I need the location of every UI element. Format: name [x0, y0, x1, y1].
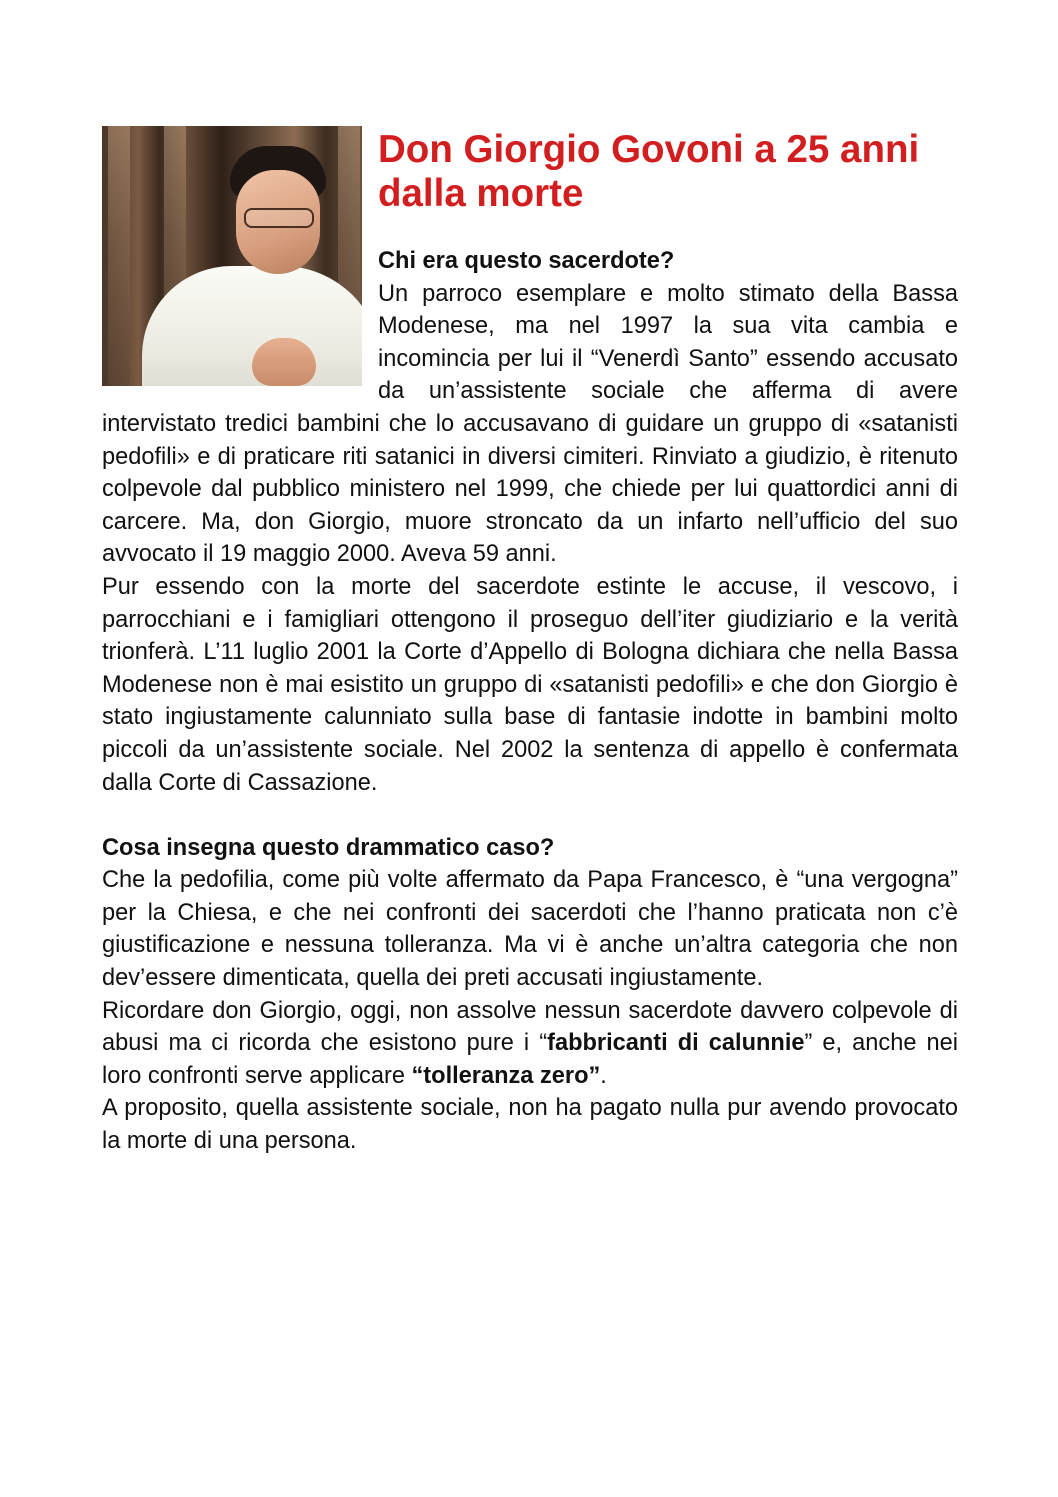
background-column [108, 126, 130, 386]
emphasis-fabbricanti: fabbricanti di calunnie [547, 1030, 805, 1057]
paragraph-trial-outcome: Pur essendo con la morte del sacerdote estinte le accuse, il vescovo, i parrocchiani e i famigliari ottengono il proseguo dell’iter giudiziario e la verità trionferà. L’11 luglio 2001 la Corte d’Appello di Bologna dichiara che nella Bassa Modenese non è mai esistito un gruppo di «satanisti pedofili» e che don Giorgio è stato ingiustamente calunniato sulla base di fantasie indotte in bambini molto piccoli da un’assistente sociale. Nel 2002 la sentenza di appello è confermata dalla Corte di Cassazione. [102, 573, 958, 796]
section-heading-who: Chi era questo sacerdote? [378, 248, 675, 274]
paragraph-remember [102, 995, 958, 1093]
remember-text-end: . [600, 1062, 607, 1089]
article [102, 126, 958, 1158]
remember-text-start: Ricordare don Giorgio, oggi, non assolve nessun sacerdote davvero colpevole di abusi ma ci ricorda che esistono pure i “ [102, 997, 958, 1057]
section-spacer [102, 799, 958, 832]
priest-photo [102, 126, 362, 386]
photo-hands [252, 338, 316, 386]
emphasis-tolleranza: “tolleranza zero” [411, 1062, 601, 1089]
paragraph-pedophilia: Che la pedofilia, come più volte affermato da Papa Francesco, è “una vergogna” per la Chiesa, e che nei confronti dei sacerdoti che l’hanno praticata non c’è giustificazione e nessuna tolleranza. Ma vi è anche un’altra categoria che non dev’essere dimenticata, quella dei preti accusati ingiustamente. [102, 867, 958, 992]
section-heading-lesson: Cosa insegna questo drammatico caso? [102, 834, 555, 861]
photo-glasses [244, 208, 314, 228]
remember-text-mid: ” e, anche nei loro confronti serve applicare [102, 1030, 959, 1089]
paragraph-social-worker: A proposito, quella assistente sociale, non ha pagato nulla pur avendo provocato la morte di una persona. [102, 1095, 958, 1155]
article-title: Don Giorgio Govoni a 25 anni dalla morte [378, 128, 920, 215]
paragraph-biography: Un parroco esemplare e molto stimato della Bassa Modenese, ma nel 1997 la sua vita cambia e incomincia per lui il “Venerdì Santo” essendo accusato da un’assistente sociale che afferma di avere intervistato tredici bambini che lo accusavano di guidare un gruppo di «satanisti pedofili» e di praticare riti satanici in diversi cimiteri. Rinviato a giudizio, è ritenuto colpevole dal pubblico ministero nel 1999, che chiede per lui quattordici anni di carcere. Ma, don Giorgio, muore stroncato da un infarto nell’ufficio del suo avvocato il 19 maggio 2000. Aveva 59 anni. [102, 280, 958, 568]
